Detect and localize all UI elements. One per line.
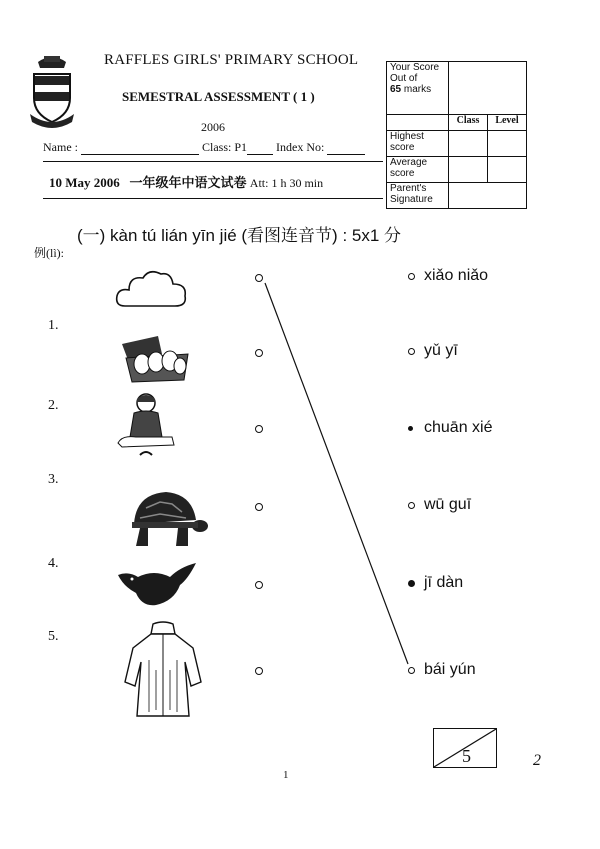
question-number: 5. (48, 629, 59, 644)
pinyin-option: xiǎo niǎo (424, 267, 489, 284)
question-number: 3. (48, 472, 59, 487)
right-match-dot[interactable] (408, 502, 415, 509)
highest-score-label: Highest score (387, 131, 449, 157)
right-match-dot[interactable] (408, 273, 415, 280)
question-number: 1. (48, 318, 59, 333)
exam-title: 一年级年中语文试卷 (129, 175, 247, 190)
page-number: 1 (283, 769, 289, 781)
your-score-label: Your Score Out of 65 marks (387, 62, 449, 115)
right-match-dot[interactable] (408, 426, 413, 431)
question-number: 2. (48, 398, 59, 413)
question-number: 4. (48, 556, 59, 571)
class-label: Class: P1 (202, 140, 248, 154)
right-match-dot[interactable] (408, 580, 415, 587)
assessment-title: SEMESTRAL ASSESSMENT ( 1 ) (122, 89, 315, 104)
right-match-dot[interactable] (408, 667, 415, 674)
section-title: (一) kàn tú lián yīn jié (看图连音节) : 5x1 分 (77, 226, 402, 245)
exam-date: 10 May 2006 (49, 175, 120, 190)
handwritten-mark: 2 (533, 752, 541, 769)
right-match-dot[interactable] (408, 348, 415, 355)
school-name: RAFFLES GIRLS' PRIMARY SCHOOL (104, 52, 359, 68)
pinyin-option: bái yún (424, 661, 476, 678)
score-total: 65 (390, 84, 402, 95)
pinyin-option: wū guī (424, 496, 472, 513)
exam-duration: Att: 1 h 30 min (249, 176, 324, 190)
average-score-label: Average score (387, 157, 449, 183)
example-label: 例(lì): (34, 246, 64, 260)
index-label: Index No: (276, 140, 325, 154)
pinyin-option: jī dàn (424, 574, 464, 591)
name-label: Name : (43, 140, 78, 154)
pinyin-option: yǔ yī (424, 342, 458, 359)
parent-signature-label: Parent's Signature (387, 183, 449, 209)
pinyin-option: chuān xié (424, 419, 493, 436)
score-unit: marks (403, 84, 432, 95)
class-column-header: Class (449, 115, 488, 131)
level-column-header: Level (488, 115, 527, 131)
exam-year: 2006 (201, 120, 225, 134)
section-max-score: 5 (462, 746, 471, 766)
